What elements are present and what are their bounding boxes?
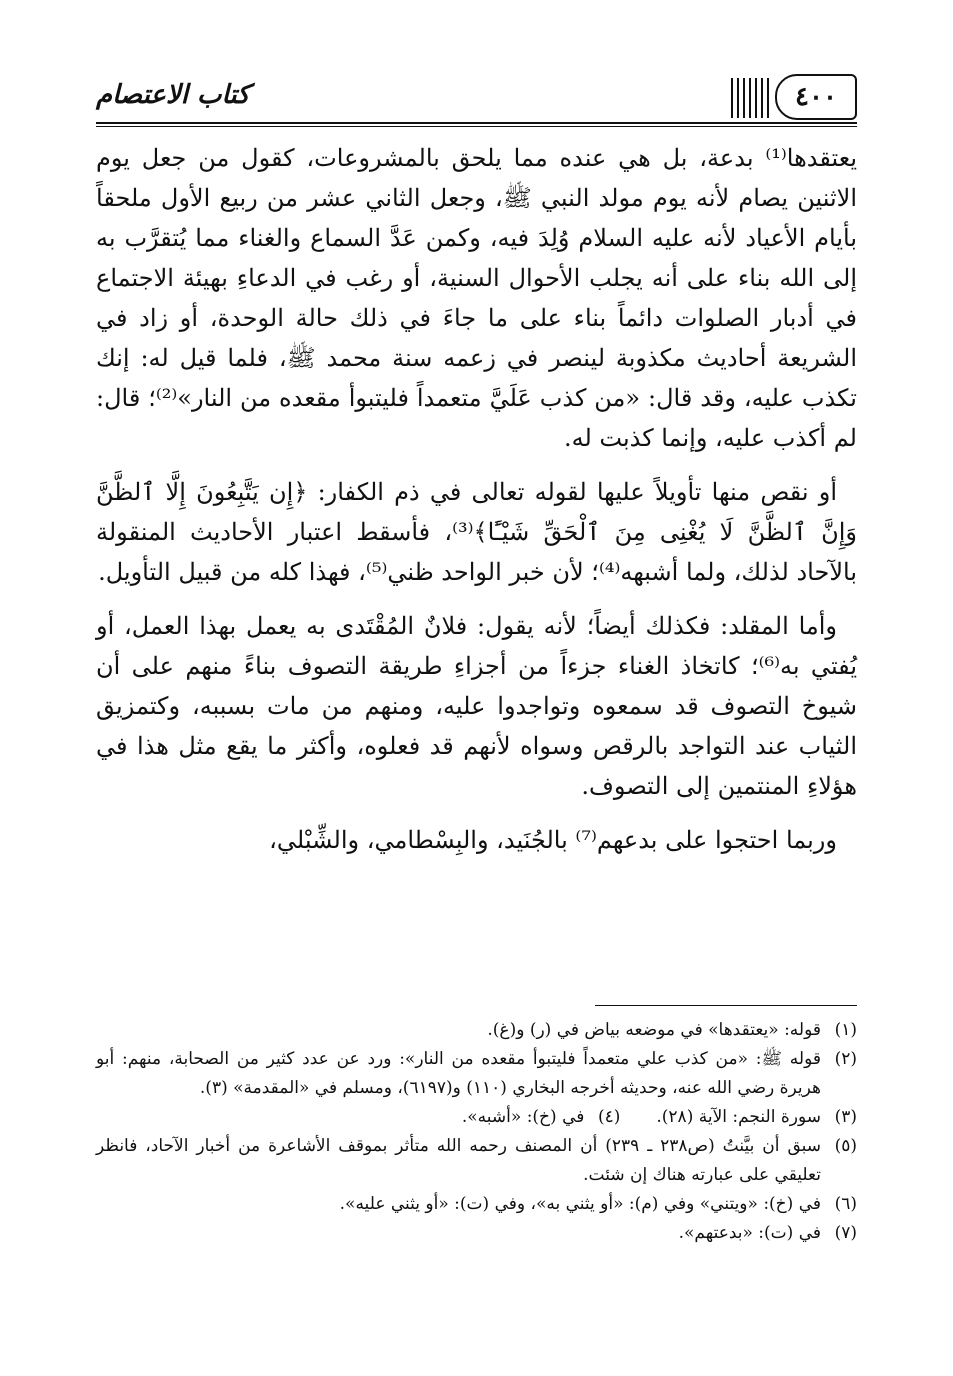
page-header [96,70,857,126]
main-text [96,138,857,874]
footnote-text: في (خ): «أشبه». [461,1107,585,1127]
paragraph: وأما المقلد: فكذلك أيضاً؛ لأنه يقول: فلانٌ المُقْتَدى به يعمل بهذا العمل، أو يُفتي به⁽⁶⁾؛ كاتخاذ الغناء جزءاً من أجزاءِ طريقة التصوف بناءً منهم على أن شيوخ التصوف قد سمعوه وتواجدوا عليه، ومنهم من مات بسببه، وكتمزيق الثياب عند التواجد بالرقص وسواه لأنهم قد فعلوه، وأكثر ما يقع مثل هذا في هؤلاءِ المنتمين إلى التصوف. [96,612,858,800]
footnote-text: في (خ): «ويتني» وفي (م): «أو يثني به»، وفي (ت): «أو يثني عليه». [339,1194,821,1214]
footnote [96,1045,857,1103]
footnote-text: سورة النجم: الآية (٢٨). [656,1107,821,1127]
footnote-text: في (ت): «بدعتهم». [678,1223,821,1243]
footnote-number: (٥) [834,1136,857,1156]
page-number: ٤٠٠ [775,74,857,120]
header-ornament [731,78,771,118]
footnote-text: سبق أن بيَّنتُ (ص٢٣٨ ـ ٢٣٩) أن المصنف رحمه الله متأثر بموقف الأشاعرة من أخبار الآحاد، فانظر تعليقي على عبارته هناك إن شئت. [96,1136,821,1185]
footnote [96,1132,857,1190]
footnote-number: (٢) [834,1049,857,1069]
paragraph: وربما احتجوا على بدعهم⁽⁷⁾ بالجُنَيد، والبِسْطامي، والشِّبْلي، [269,826,837,854]
footnote-text: قوله: «يعتقدها» في موضعه بياض في (ر) و(غ). [487,1020,821,1040]
footnote-text: قوله ﷺ: «من كذب علي متعمداً فليتبوأ مقعده من النار»: ورد عن عدد كثير من الصحابة، منهم: أبو هريرة رضي الله عنه، وحديثه أخرجه البخاري (١١٠) و(٦١٩٧)، ومسلم في «المقدمة» (٣). [96,1049,821,1098]
running-title: كتاب الاعتصام [96,80,250,110]
footnote-separator [595,1005,857,1006]
paragraph: يعتقدها⁽¹⁾ بدعة، بل هي عنده مما يلحق بالمشروعات، كقول من جعل يوم الاثنين يصام لأنه يوم مولد النبي ﷺ، وجعل الثاني عشر من ربيع الأول ملحقاً بأيام الأعياد لأنه عليه السلام وُلِدَ فيه، وكمن عَدَّ السماع والغناء مما يُتقرَّب به إلى الله بناء على أنه يجلب الأحوال السنية، أو رغب في الدعاءِ بهيئة الاجتماع في أدبار الصلوات دائماً بناء على ما جاءَ في ذلك حالة الوحدة، أو زاد في الشريعة أحاديث مكذوبة لينصر في زعمه سنة محمد ﷺ، فلما قيل له: إنك تكذب عليه، وقد قال: «من كذب عَلَيَّ متعمداً فليتبوأ مقعده من النار»⁽²⁾؛ قال: لم أكذب عليه، وإنما كذبت له. [96,144,858,452]
footnote-number: (٤) [597,1107,621,1127]
header-rule-thin [96,126,857,127]
footnote-number: (٦) [834,1194,857,1214]
footnote-number: (٣) [834,1107,857,1127]
footnote [96,1016,857,1045]
footnote [96,1219,857,1248]
header-rule [96,122,857,124]
footnote [96,1103,857,1132]
footnote-number: (١) [834,1020,857,1040]
paragraph: أو نقص منها تأويلاً عليها لقوله تعالى في ذم الكفار: ﴿إِن يَتَّبِعُونَ إِلَّا ٱلظَّنَّ وَإِنَّ ٱلظَّنَّ لَا يُغْنِى مِنَ ٱلْحَقِّ شَيْـًٔا﴾⁽³⁾، فأسقط اعتبار الأحاديث المنقولة بالآحاد لذلك، ولما أشبهه⁽⁴⁾؛ لأن خبر الواحد ظني⁽⁵⁾، فهذا كله من قبيل التأويل. [96,478,858,586]
footnote [96,1190,857,1219]
footnote-number: (٧) [834,1223,857,1243]
footnotes [96,1016,857,1248]
